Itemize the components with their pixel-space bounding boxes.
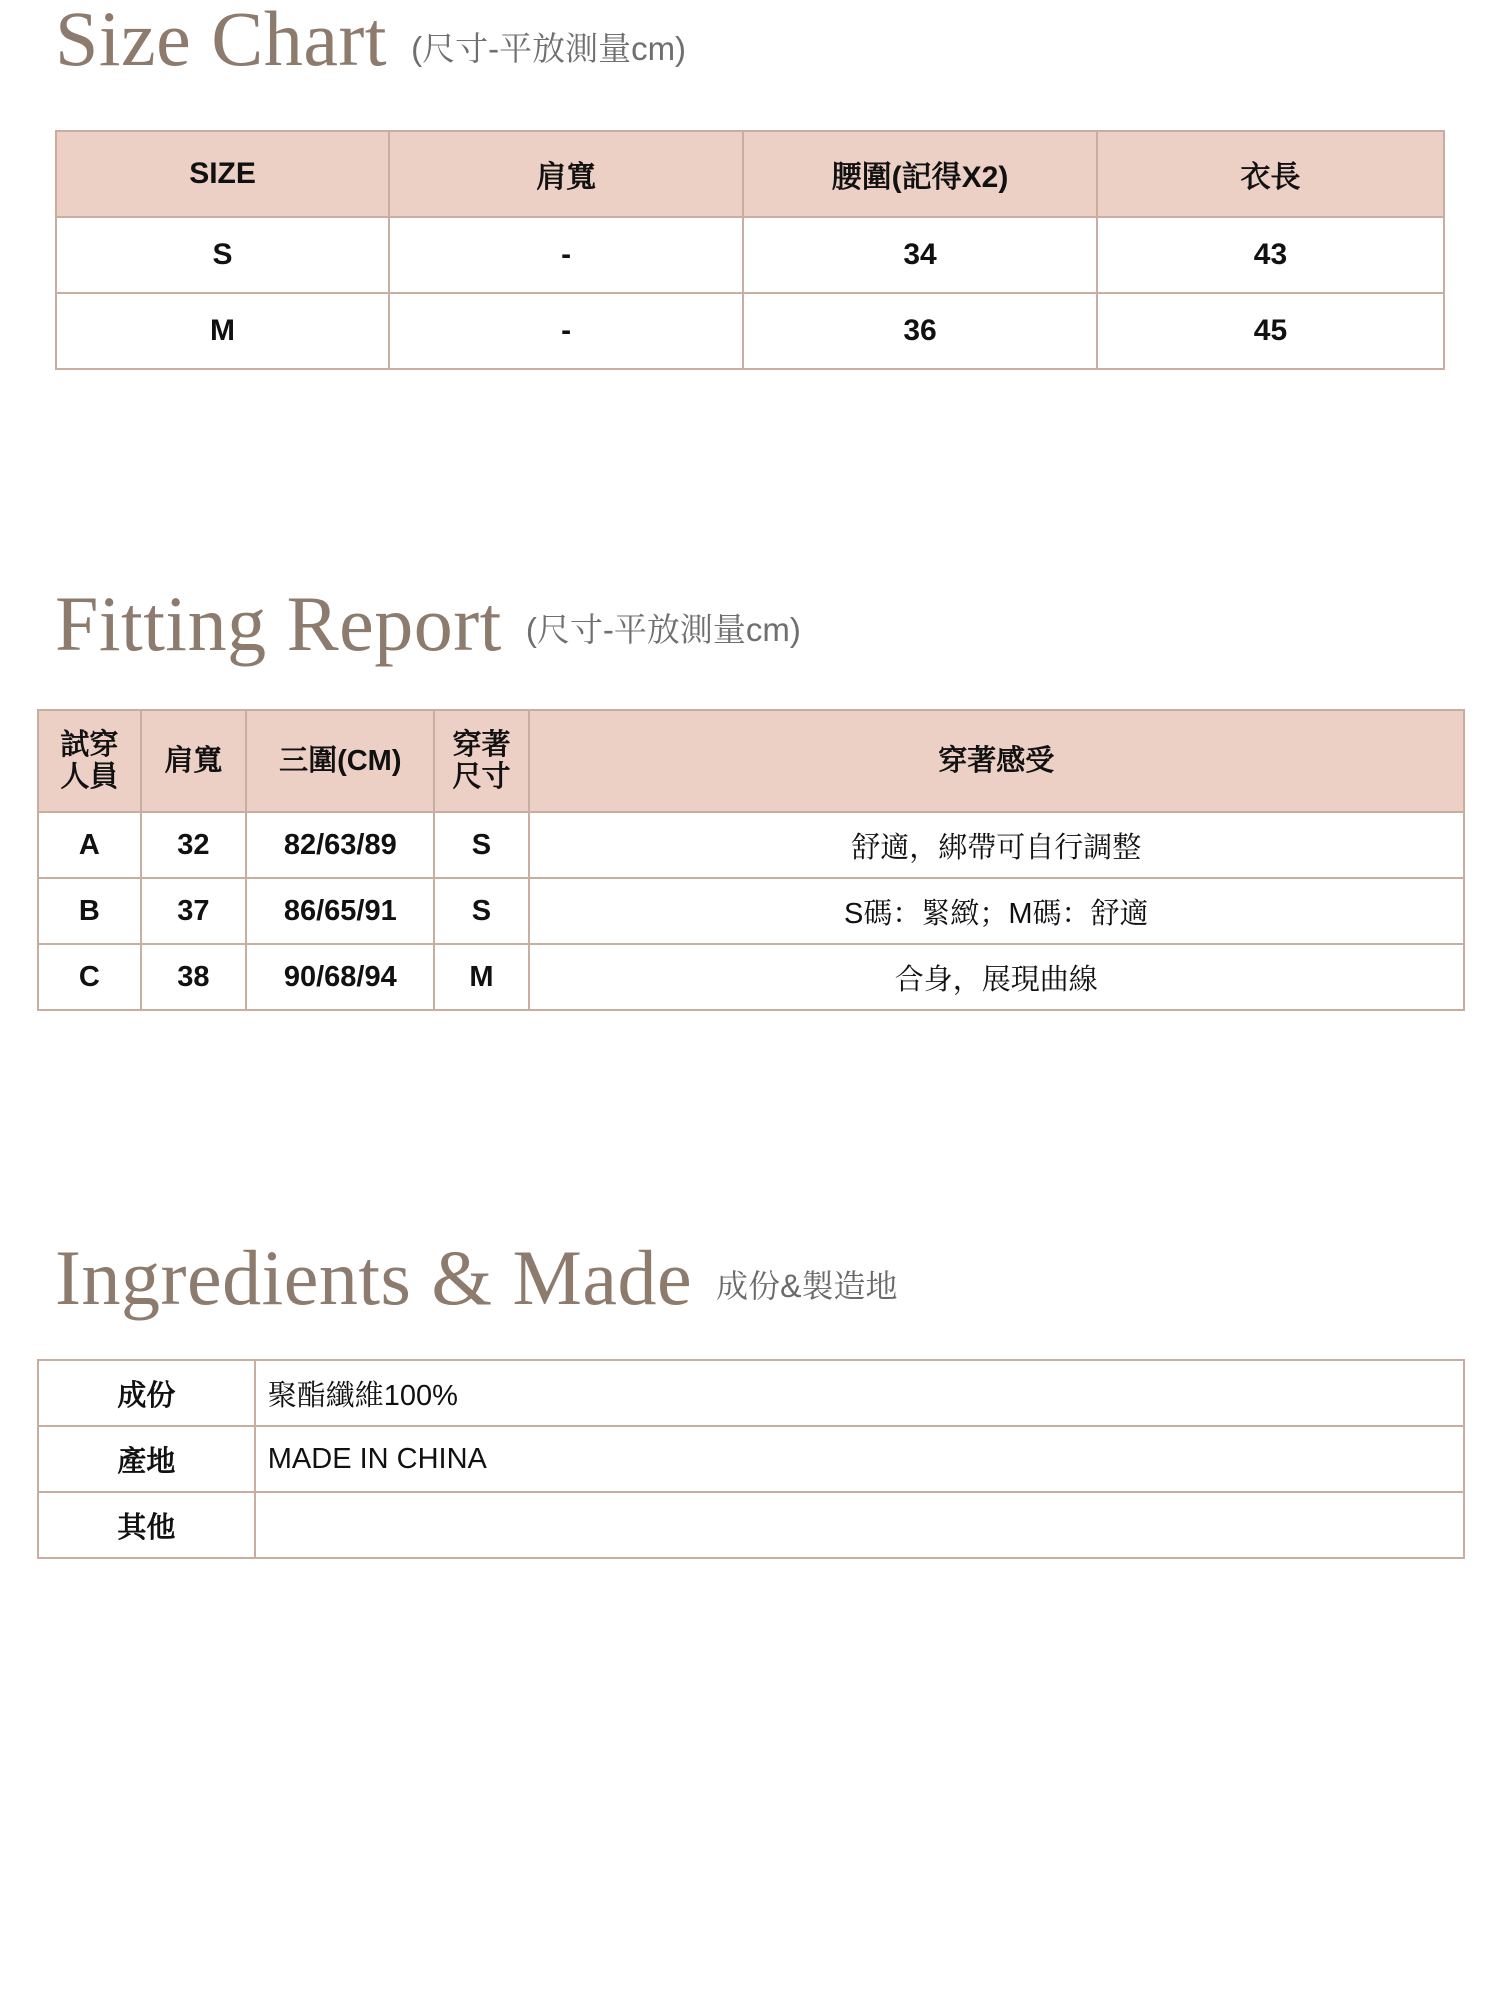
fitting-report-table — [37, 709, 1465, 1011]
cell-worn-size: S — [434, 812, 528, 878]
cell-length: 43 — [1097, 217, 1444, 293]
column-header-tester-line1: 試穿 — [60, 728, 119, 761]
row-label-material: 成份 — [38, 1360, 255, 1426]
cell-tester: C — [38, 944, 141, 1010]
cell-tester: B — [38, 878, 141, 944]
fitting-report-subtitle: (尺寸-平放測量cm) — [525, 611, 801, 648]
column-header-length: 衣長 — [1097, 131, 1444, 217]
table-row — [38, 1492, 1464, 1558]
ingredients-subtitle: 成份&製造地 — [716, 1268, 898, 1304]
fitting-report-header — [55, 580, 1445, 667]
ingredients-table — [37, 1359, 1465, 1559]
row-value-origin: MADE IN CHINA — [255, 1426, 1464, 1492]
table-row — [56, 217, 1444, 293]
column-header-worn-size — [434, 710, 528, 812]
column-header-tester-line2: 人員 — [60, 761, 119, 793]
table-row — [56, 293, 1444, 369]
cell-worn-size: S — [434, 878, 528, 944]
cell-shoulder: 38 — [141, 944, 247, 1010]
ingredients-table-wrap — [37, 1359, 1465, 1559]
cell-feedback: 合身，展現曲線 — [529, 944, 1464, 1010]
fitting-report-title: Fitting Report — [55, 580, 502, 667]
cell-measurements: 86/65/91 — [246, 878, 434, 944]
row-label-origin: 產地 — [38, 1426, 255, 1492]
cell-waist: 36 — [743, 293, 1097, 369]
size-chart-header — [55, 0, 1445, 82]
table-row — [38, 1360, 1464, 1426]
cell-shoulder: - — [389, 217, 743, 293]
row-label-other: 其他 — [38, 1492, 255, 1558]
table-row — [38, 878, 1464, 944]
table-header-row — [56, 131, 1444, 217]
column-header-worn-size-line1: 穿著 — [452, 728, 511, 761]
cell-size: S — [56, 217, 389, 293]
size-chart-table — [55, 130, 1445, 370]
fitting-report-table-wrap — [37, 709, 1465, 1011]
row-value-material: 聚酯纖維100% — [255, 1360, 1464, 1426]
cell-length: 45 — [1097, 293, 1444, 369]
ingredients-header — [55, 1234, 1445, 1321]
table-header-row — [38, 710, 1464, 812]
row-value-other — [255, 1492, 1464, 1558]
cell-feedback: 舒適，綁帶可自行調整 — [529, 812, 1464, 878]
column-header-waist: 腰圍(記得X2) — [743, 131, 1097, 217]
table-row — [38, 944, 1464, 1010]
cell-measurements: 90/68/94 — [246, 944, 434, 1010]
column-header-size: SIZE — [56, 131, 389, 217]
cell-shoulder: 37 — [141, 878, 247, 944]
column-header-tester — [38, 710, 141, 812]
column-header-shoulder: 肩寬 — [141, 710, 247, 812]
size-chart-table-wrap — [55, 130, 1445, 370]
cell-waist: 34 — [743, 217, 1097, 293]
cell-worn-size: M — [434, 944, 528, 1010]
column-header-feedback: 穿著感受 — [529, 710, 1464, 812]
cell-tester: A — [38, 812, 141, 878]
cell-shoulder: 32 — [141, 812, 247, 878]
cell-size: M — [56, 293, 389, 369]
column-header-shoulder: 肩寬 — [389, 131, 743, 217]
size-chart-subtitle: (尺寸-平放測量cm) — [411, 30, 687, 67]
table-row — [38, 812, 1464, 878]
column-header-measurements: 三圍(CM) — [246, 710, 434, 812]
ingredients-title: Ingredients & Made — [55, 1234, 693, 1321]
cell-shoulder: - — [389, 293, 743, 369]
table-row — [38, 1426, 1464, 1492]
cell-feedback: S碼：緊緻；M碼：舒適 — [529, 878, 1464, 944]
size-chart-title: Size Chart — [55, 0, 388, 82]
column-header-worn-size-line2: 尺寸 — [452, 761, 511, 793]
cell-measurements: 82/63/89 — [246, 812, 434, 878]
